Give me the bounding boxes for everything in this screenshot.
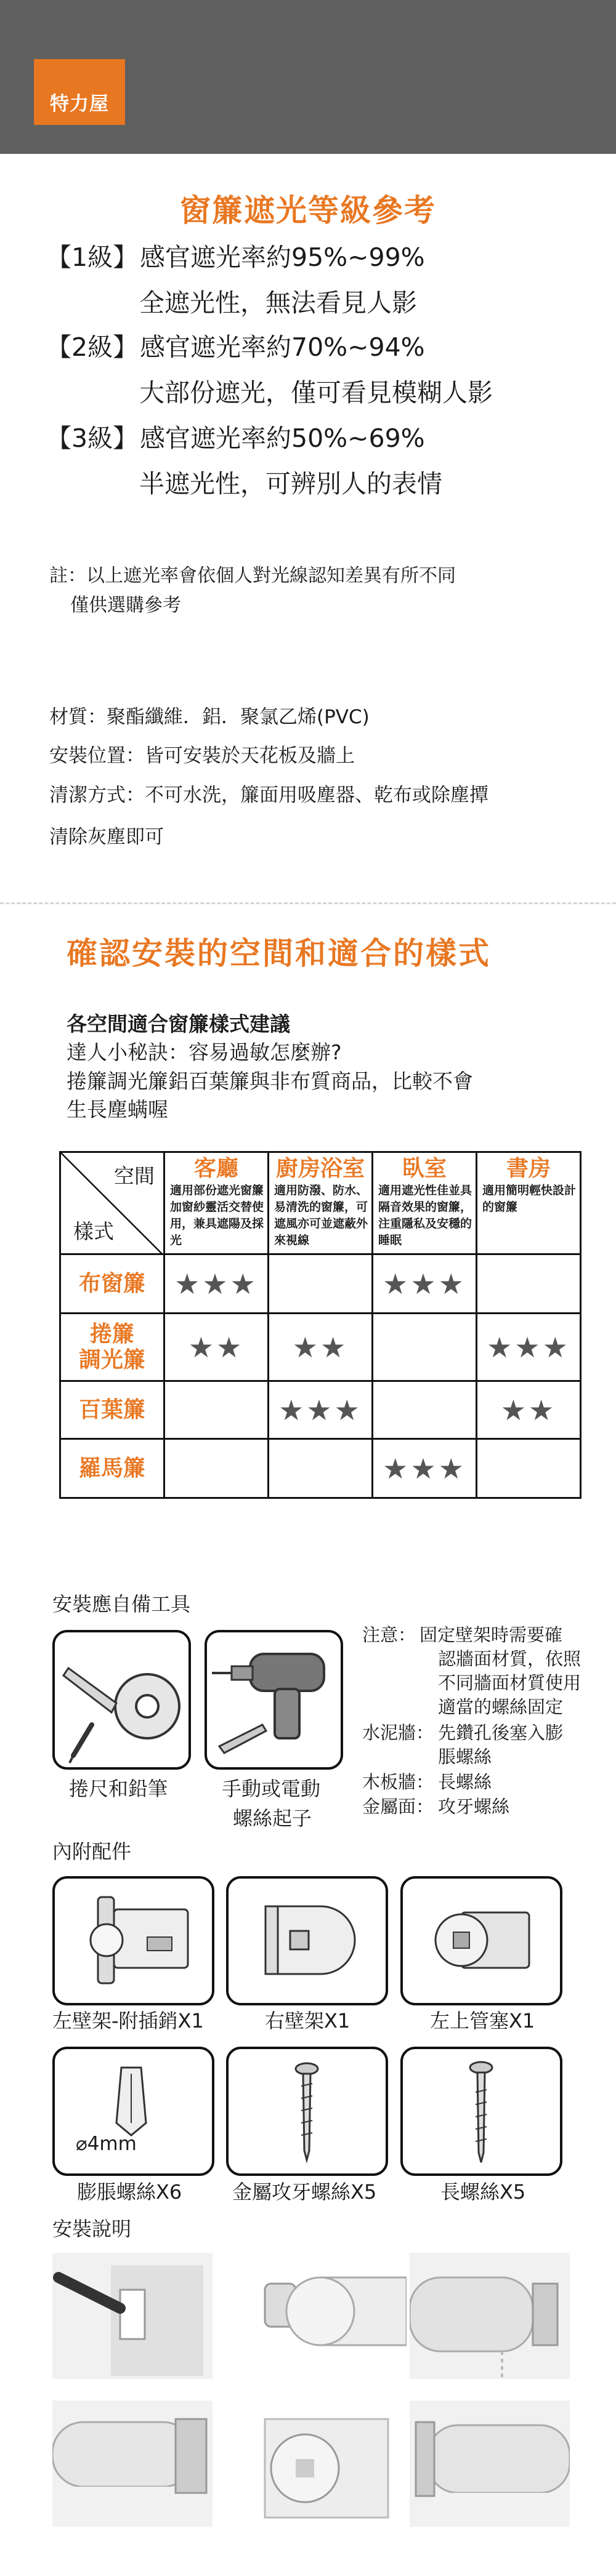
anchor-size-label: ⌀4mm <box>76 2133 137 2155</box>
long-screw-icon <box>403 2049 560 2173</box>
part-tapping-screw-box <box>226 2047 388 2176</box>
wall-concrete-head: 水泥牆： <box>362 1722 434 1743</box>
part-long-screw-label: 長螺絲X5 <box>440 2180 526 2204</box>
part-right-bracket-box <box>226 1876 388 2005</box>
level-2-line1 <box>46 332 425 362</box>
table-row <box>60 1254 581 1314</box>
right-bracket-icon <box>229 1879 386 2003</box>
rating-cell: ★★ <box>477 1381 581 1439</box>
install-location-text: 安裝位置：皆可安裝於天花板及牆上 <box>49 745 355 767</box>
part-right-bracket-label: 右壁架X1 <box>265 2009 351 2032</box>
space-subtitle: 各空間適合窗簾樣式建議 <box>67 1012 290 1036</box>
corner-space-label: 空間 <box>114 1164 155 1188</box>
col-study-name: 書房 <box>506 1155 551 1181</box>
cleaning-text-line1: 清潔方式：不可水洗，簾面用吸塵器、乾布或除塵撢 <box>49 784 488 806</box>
part-tapping-screw-label: 金屬攻牙螺絲X5 <box>232 2180 377 2204</box>
part-long-screw-box <box>400 2047 562 2176</box>
install-step-5 <box>246 2401 407 2527</box>
col-header-bedroom <box>373 1152 477 1254</box>
brand-logo[interactable] <box>34 59 125 125</box>
part-left-bracket-label: 左壁架-附插銷X1 <box>52 2009 204 2032</box>
level-3-desc: 半遮光性，可辨別人的表情 <box>139 469 442 499</box>
header-bar <box>0 0 616 154</box>
install-step-4 <box>52 2401 213 2527</box>
install-step-6 <box>410 2401 570 2527</box>
level-2-tag: 【2級】 <box>46 332 139 362</box>
section-divider <box>0 902 616 904</box>
wall-concrete-line2: 脹螺絲 <box>438 1746 492 1767</box>
tool-drill-label2: 螺絲起子 <box>233 1807 312 1830</box>
power-drill-icon <box>207 1632 341 1767</box>
wall-wood-head: 木板牆： <box>362 1772 434 1792</box>
part-anchor-box <box>52 2047 214 2176</box>
col-kitchen-desc: 適用防潑、防水、易清洗的窗簾，可遮風亦可並遮蔽外來視線 <box>274 1183 368 1247</box>
notice-line1: 固定壁架時需要確 <box>419 1624 563 1645</box>
table-row <box>60 1381 581 1439</box>
table-corner-cell <box>60 1152 164 1254</box>
level-2-rate: 感官遮光率約70%~94% <box>140 332 425 362</box>
row-label-venetian <box>60 1381 164 1439</box>
tool-tape-box <box>52 1630 191 1770</box>
table-row <box>60 1439 581 1498</box>
level-1-tag: 【1級】 <box>46 243 139 272</box>
level-3-rate: 感官遮光率約50%~69% <box>140 423 425 453</box>
material-text: 材質：聚酯纖維．鋁．聚氯乙烯(PVC) <box>49 706 370 728</box>
notice-head: 注意： <box>362 1624 416 1645</box>
col-kitchen-name: 廚房浴室 <box>275 1155 365 1181</box>
rating-cell <box>373 1314 477 1381</box>
install-title: 安裝說明 <box>52 2217 132 2241</box>
row-roller-name1: 捲簾 <box>89 1321 134 1347</box>
tape-measure-pencil-icon <box>55 1632 188 1767</box>
part-tube-plug-box <box>400 1876 562 2005</box>
part-left-bracket-box <box>52 1876 214 2005</box>
level-note-line1: 註：以上遮光率會依個人對光線認知差異有所不同 <box>49 565 456 587</box>
notice-line2: 認牆面材質，依照 <box>438 1648 582 1669</box>
col-header-study <box>477 1152 581 1254</box>
tool-drill-label1: 手動或電動 <box>222 1777 321 1800</box>
rating-cell <box>164 1439 269 1498</box>
tool-tape-label: 捲尺和鉛筆 <box>69 1777 168 1800</box>
install-step-2 <box>246 2253 407 2379</box>
rating-cell: ★★★ <box>269 1381 373 1439</box>
tip-line2: 捲簾調光簾鋁百葉簾與非布質商品，比較不會 <box>67 1069 473 1093</box>
row-label-fabric <box>60 1254 164 1314</box>
col-study-desc: 適用簡明輕快設計的窗簾 <box>482 1183 577 1214</box>
level-1-line1 <box>46 243 425 272</box>
install-step-1 <box>52 2253 213 2379</box>
rating-cell <box>477 1254 581 1314</box>
notice-line4: 適當的螺絲固定 <box>438 1696 564 1717</box>
part-anchor-label: 膨脹螺絲X6 <box>77 2180 182 2204</box>
notice-line3: 不同牆面材質使用 <box>438 1672 582 1693</box>
parts-title: 內附配件 <box>52 1840 132 1863</box>
tools-title: 安裝應自備工具 <box>52 1592 191 1616</box>
tool-drill-box <box>205 1630 343 1770</box>
corner-style-label: 樣式 <box>73 1219 114 1243</box>
rating-cell <box>164 1381 269 1439</box>
tube-plug-icon <box>403 1879 560 2003</box>
rating-cell: ★★★ <box>373 1254 477 1314</box>
left-bracket-icon <box>55 1879 212 2003</box>
rating-cell: ★★ <box>269 1314 373 1381</box>
rating-cell: ★★★ <box>477 1314 581 1381</box>
brand-name: 特力屋 <box>50 93 109 115</box>
col-header-kitchen <box>269 1152 373 1254</box>
wall-wood-line: 長螺絲 <box>438 1772 492 1792</box>
rating-cell <box>477 1439 581 1498</box>
rating-cell: ★★★ <box>373 1439 477 1498</box>
space-style-table <box>59 1151 582 1499</box>
row-label-roman <box>60 1439 164 1498</box>
table-row <box>60 1314 581 1381</box>
level-3-line1 <box>46 423 425 453</box>
install-step-3 <box>410 2253 570 2379</box>
col-living-desc: 適用部份遮光窗簾加窗紗靈活交替使用，兼具遮陽及採光 <box>170 1183 264 1247</box>
wall-concrete-line1: 先鑽孔後塞入膨 <box>438 1722 564 1743</box>
row-venetian-name: 百葉簾 <box>78 1397 145 1422</box>
level-3-tag: 【3級】 <box>46 423 139 453</box>
level-2-desc: 大部份遮光，僅可看見模糊人影 <box>139 378 493 407</box>
level-1-desc: 全遮光性，無法看見人影 <box>139 288 417 318</box>
row-fabric-name: 布窗簾 <box>78 1270 145 1296</box>
space-title: 確認安裝的空間和適合的樣式 <box>67 936 491 971</box>
wall-metal-head: 金屬面： <box>362 1796 434 1817</box>
tip-line1: 達人小秘訣：容易過敏怎麼辦? <box>67 1040 342 1064</box>
col-bedroom-name: 臥室 <box>402 1155 447 1181</box>
tapping-screw-icon <box>229 2049 386 2173</box>
rating-cell <box>269 1439 373 1498</box>
tip-line3: 生長塵螨喔 <box>67 1097 168 1121</box>
row-label-roller <box>60 1314 164 1381</box>
col-header-living <box>164 1152 269 1254</box>
level-title: 窗簾遮光等級參考 <box>180 193 436 228</box>
rating-cell: ★★ <box>164 1314 269 1381</box>
col-living-name: 客廳 <box>193 1155 238 1181</box>
row-roller-name2: 調光簾 <box>78 1347 145 1373</box>
rating-cell <box>373 1381 477 1439</box>
rating-cell <box>269 1254 373 1314</box>
rating-cell: ★★★ <box>164 1254 269 1314</box>
col-bedroom-desc: 適用遮光性佳並具隔音效果的窗簾，注重隱私及安穩的睡眠 <box>378 1183 472 1247</box>
row-roman-name: 羅馬簾 <box>78 1455 145 1481</box>
cleaning-text-line2: 清除灰塵即可 <box>49 826 164 848</box>
part-tube-plug-label: 左上管塞X1 <box>430 2009 535 2032</box>
wall-metal-line: 攻牙螺絲 <box>438 1796 510 1817</box>
level-1-rate: 感官遮光率約95%~99% <box>140 243 425 272</box>
level-note-line2: 僅供選購參考 <box>70 595 181 616</box>
